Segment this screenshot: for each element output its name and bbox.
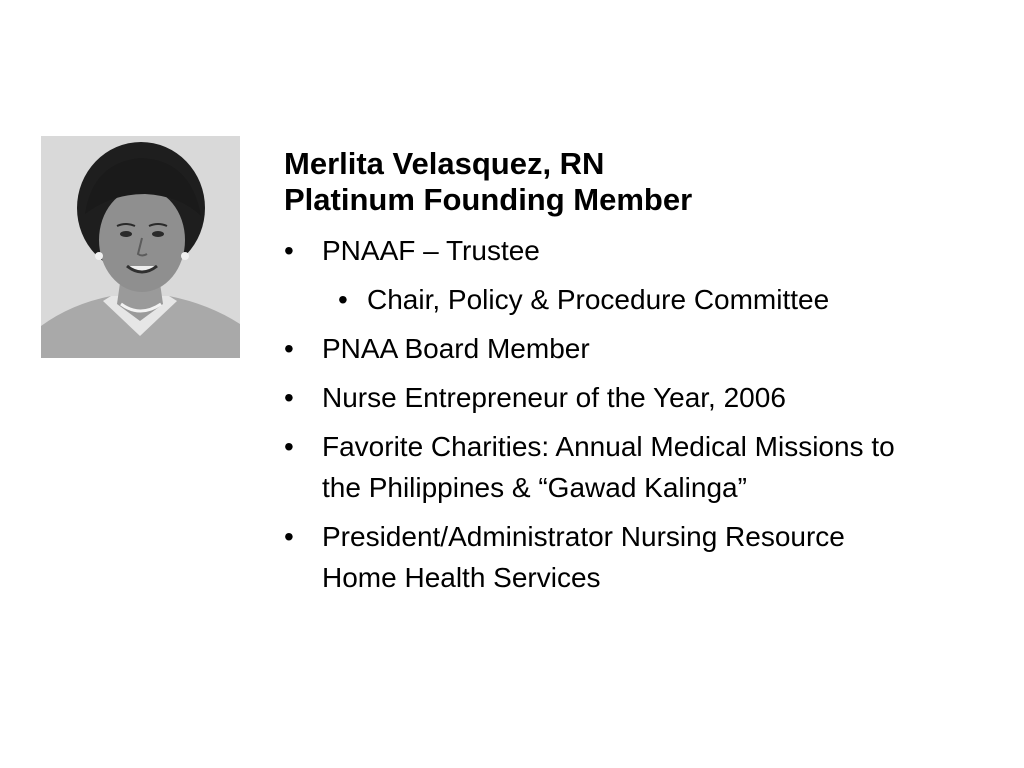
list-item-text: Nurse Entrepreneur of the Year, 2006 xyxy=(322,382,786,413)
slide-content xyxy=(284,146,984,606)
list-item-text: Favorite Charities: Annual Medical Missions to the Philippines & “Gawad Kalinga” xyxy=(322,431,895,503)
portrait-photo xyxy=(41,136,240,358)
bullet-icon: • xyxy=(338,284,348,315)
title-name-line: Merlita Velasquez, RN xyxy=(284,146,605,181)
bullet-icon: • xyxy=(284,382,294,413)
list-item xyxy=(284,426,902,508)
bullet-icon: • xyxy=(284,333,294,364)
bullet-list xyxy=(284,230,984,598)
portrait-illustration xyxy=(41,136,240,358)
list-item-text: President/Administrator Nursing Resource Home Health Services xyxy=(322,521,845,593)
slide-title xyxy=(284,146,984,218)
list-item-text: PNAAF – Trustee xyxy=(322,235,540,266)
bullet-icon: • xyxy=(284,431,294,462)
list-item xyxy=(284,516,852,598)
list-item-text: Chair, Policy & Procedure Committee xyxy=(367,284,830,315)
list-item-text: PNAA Board Member xyxy=(322,333,590,364)
bullet-icon: • xyxy=(284,521,294,552)
title-role-line: Platinum Founding Member xyxy=(284,182,693,217)
bullet-icon: • xyxy=(284,235,294,266)
list-item xyxy=(284,279,984,320)
list-item xyxy=(284,377,984,418)
list-item xyxy=(284,328,984,369)
list-item xyxy=(284,230,984,271)
